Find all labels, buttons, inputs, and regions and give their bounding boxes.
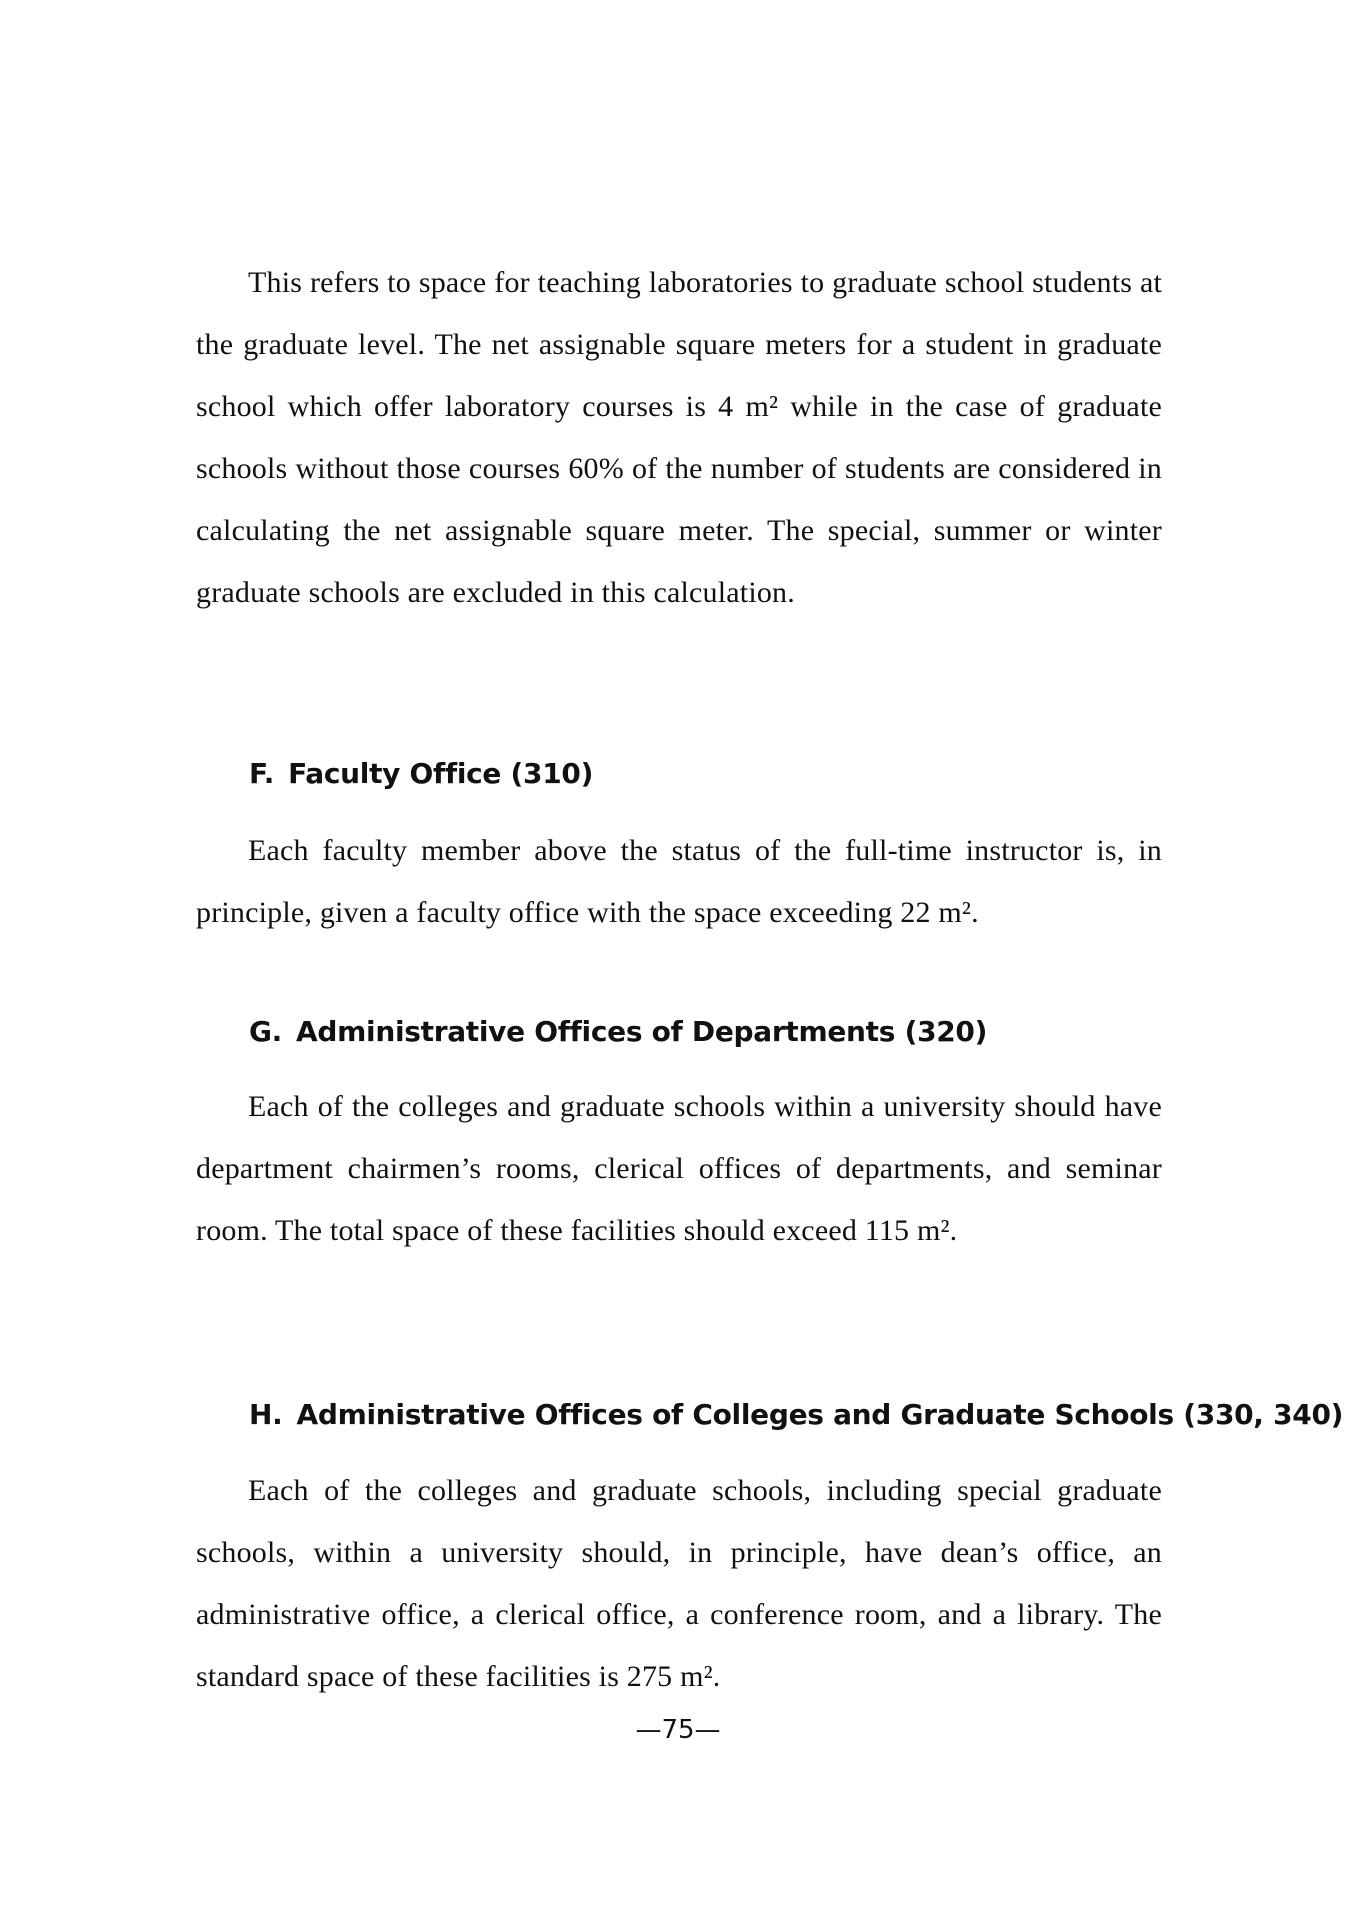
section-h-title: Administrative Offices of Colleges and Graduate Schools (330, 340) — [296, 1398, 1344, 1431]
section-f-body: Each faculty member above the status of the full-time instructor is, in principle, given a faculty office with the space exceeding 22 m². — [196, 834, 1162, 929]
section-h-letter: H. — [249, 1398, 283, 1431]
section-g-title: Administrative Offices of Departments (320) — [296, 1015, 988, 1048]
section-f-letter: F. — [249, 757, 275, 790]
section-g-heading — [249, 1012, 987, 1052]
section-h-heading — [249, 1395, 1343, 1435]
section-g-body: Each of the colleges and graduate schools within a university should have department chairmen’s rooms, clerical offices of departments, and seminar room. The total space of these facilities should exceed 115 m². — [196, 1090, 1162, 1247]
page-number: —75— — [635, 1715, 721, 1745]
section-f-heading — [249, 754, 593, 794]
paragraph-graduate-laboratories: This refers to space for teaching laboratories to graduate school students at the graduate level. The net assignable square meters for a student in graduate school which offer laboratory courses is 4 m² while in the case of graduate schools without those courses 60% of the number of students are considered in calculating the net assignable square meter. The special, summer or winter graduate schools are excluded in this calculation. — [196, 266, 1162, 609]
section-f-title: Faculty Office (310) — [288, 757, 594, 790]
section-h-body: Each of the colleges and graduate schools, including special graduate schools, within a university should, in principle, have dean’s office, an administrative office, a clerical office, a conference room, and a library. The standard space of these facilities is 275 m². — [196, 1474, 1162, 1693]
section-g-letter: G. — [249, 1015, 283, 1048]
